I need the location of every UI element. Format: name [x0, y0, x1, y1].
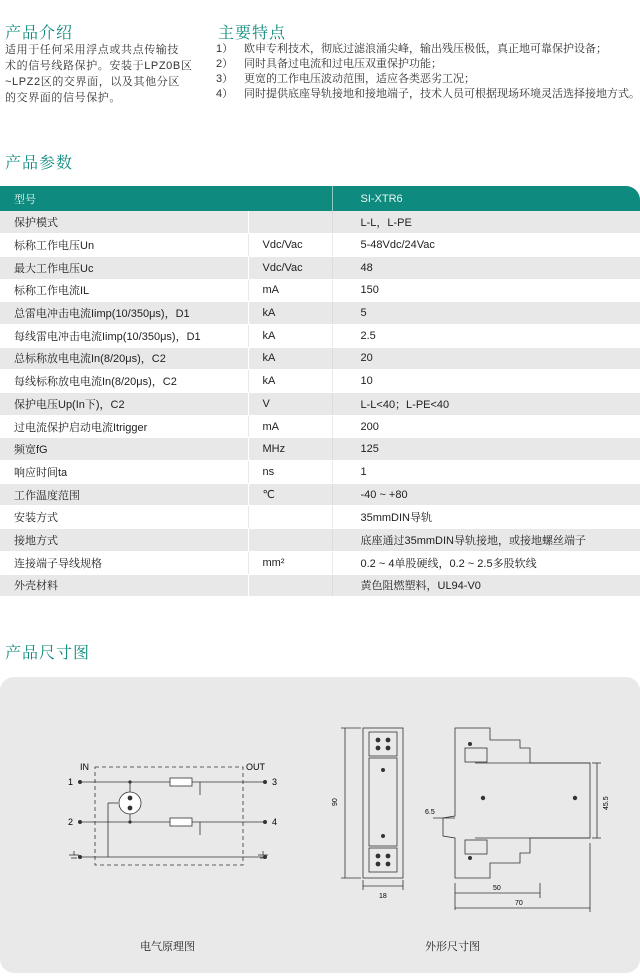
params-row — [0, 234, 640, 257]
param-value: 2.5 — [332, 324, 640, 347]
param-unit: Vdc/Vac — [248, 234, 332, 257]
param-unit: kA — [248, 347, 332, 370]
param-unit: ℃ — [248, 483, 332, 506]
param-name: 最大工作电压Uc — [0, 256, 248, 279]
param-unit: mA — [248, 415, 332, 438]
param-name: 保护模式 — [0, 211, 248, 234]
dim-18: 18 — [379, 893, 387, 900]
circuit-pin: 1 — [68, 777, 74, 787]
param-value: 150 — [332, 279, 640, 302]
param-value: 黄色阻燃塑料，UL94-V0 — [332, 574, 640, 597]
param-value: L-L，L-PE — [332, 211, 640, 234]
param-value: 200 — [332, 415, 640, 438]
params-header-name: 型号 — [0, 186, 332, 211]
param-unit — [248, 506, 332, 529]
outline-caption: 外形尺寸图 — [425, 941, 480, 953]
param-value: 0.2 ~ 4单股硬线，0.2 ~ 2.5多股软线 — [332, 551, 640, 574]
param-value: -40 ~ +80 — [332, 483, 640, 506]
param-value: 1 — [332, 461, 640, 484]
param-value: 125 — [332, 438, 640, 461]
circuit-out-label: OUT — [246, 762, 265, 772]
param-value: 48 — [332, 256, 640, 279]
dim-6-5: 6.5 — [425, 809, 435, 816]
params-row — [0, 302, 640, 325]
intro-text — [5, 42, 215, 106]
feature-item: 2） 同时具备过电流和过电压双重保护功能； — [216, 58, 442, 70]
param-name: 安装方式 — [0, 506, 248, 529]
param-name: 保护电压Up(In下)，C2 — [0, 393, 248, 416]
feature-item: 1） 欧申专利技术，彻底过滤浪涌尖峰，输出残压极低，真正地可靠保护设备； — [216, 43, 607, 55]
param-name: 每线标称放电电流In(8/20μs)，C2 — [0, 370, 248, 393]
param-name: 总标称放电电流In(8/20μs)，C2 — [0, 347, 248, 370]
param-unit: ns — [248, 461, 332, 484]
param-unit: kA — [248, 302, 332, 325]
param-value: 底座通过35mmDIN导轨接地，或接地螺丝端子 — [332, 529, 640, 552]
param-name: 频宽fG — [0, 438, 248, 461]
param-name: 过电流保护启动电流Itrigger — [0, 415, 248, 438]
param-value: 20 — [332, 347, 640, 370]
params-row — [0, 324, 640, 347]
param-unit: MHz — [248, 438, 332, 461]
params-row — [0, 483, 640, 506]
param-name: 外壳材料 — [0, 574, 248, 597]
dim-70: 70 — [515, 900, 523, 907]
intro-line: 的交界面的信号保护。 — [5, 92, 121, 104]
params-row — [0, 211, 640, 234]
dim-45-5: 45.5 — [603, 796, 610, 810]
circuit-in-label: IN — [80, 762, 89, 772]
param-unit: Vdc/Vac — [248, 256, 332, 279]
param-value: 35mmDIN导轨 — [332, 506, 640, 529]
params-row — [0, 347, 640, 370]
params-table — [0, 186, 640, 597]
params-row — [0, 256, 640, 279]
param-name: 标称工作电压Un — [0, 234, 248, 257]
intro-title: 产品介绍 — [5, 23, 74, 42]
circuit-pin: 3 — [272, 777, 278, 787]
feature-item: 3） 更宽的工作电压波动范围，适应各类恶劣工况； — [216, 73, 475, 85]
param-unit — [248, 574, 332, 597]
params-header-row — [0, 186, 640, 211]
param-name: 总雷电冲击电流Iimp(10/350μs)，D1 — [0, 302, 248, 325]
param-unit — [248, 211, 332, 234]
param-name: 标称工作电流IL — [0, 279, 248, 302]
param-name: 响应时间ta — [0, 461, 248, 484]
param-unit: mm² — [248, 551, 332, 574]
feature-item: 4） 同时提供底座导轨接地和接地端子，技术人员可根据现场环境灵活选择接地方式。 — [216, 88, 640, 100]
params-row — [0, 370, 640, 393]
param-name: 每线雷电冲击电流Iimp(10/350μs)，D1 — [0, 324, 248, 347]
params-body — [0, 211, 640, 597]
param-name: 接地方式 — [0, 529, 248, 552]
params-row — [0, 529, 640, 552]
param-value: 5 — [332, 302, 640, 325]
param-unit: kA — [248, 324, 332, 347]
param-name: 工作温度范围 — [0, 483, 248, 506]
param-value: 10 — [332, 370, 640, 393]
features-title: 主要特点 — [218, 23, 287, 42]
params-row — [0, 551, 640, 574]
features-list — [216, 42, 640, 102]
intro-line: 适用于任何采用浮点或共点传输技 — [5, 44, 179, 56]
params-row — [0, 438, 640, 461]
params-row — [0, 279, 640, 302]
circuit-diagram — [60, 755, 290, 875]
params-title: 产品参数 — [5, 153, 74, 172]
param-unit — [248, 529, 332, 552]
dimensions-title: 产品尺寸图 — [5, 643, 91, 662]
circuit-pin: 2 — [68, 817, 74, 827]
circuit-pin: 4 — [272, 817, 278, 827]
outline-drawing — [325, 718, 625, 918]
params-row — [0, 415, 640, 438]
dim-50: 50 — [493, 885, 501, 892]
param-name: 连接端子导线规格 — [0, 551, 248, 574]
param-unit: V — [248, 393, 332, 416]
param-value: 5-48Vdc/24Vac — [332, 234, 640, 257]
params-row — [0, 393, 640, 416]
intro-line: ~LPZ2区的交界面，以及其他分区 — [5, 76, 180, 88]
params-row — [0, 574, 640, 597]
dim-90: 90 — [332, 798, 339, 806]
param-value: L-L<40；L-PE<40 — [332, 393, 640, 416]
param-unit: kA — [248, 370, 332, 393]
param-unit: mA — [248, 279, 332, 302]
params-header-model: SI-XTR6 — [332, 186, 640, 211]
intro-line: 术的信号线路保护。安装于LPZ0B区 — [5, 60, 193, 72]
params-row — [0, 506, 640, 529]
circuit-caption: 电气原理图 — [140, 941, 195, 953]
params-row — [0, 461, 640, 484]
